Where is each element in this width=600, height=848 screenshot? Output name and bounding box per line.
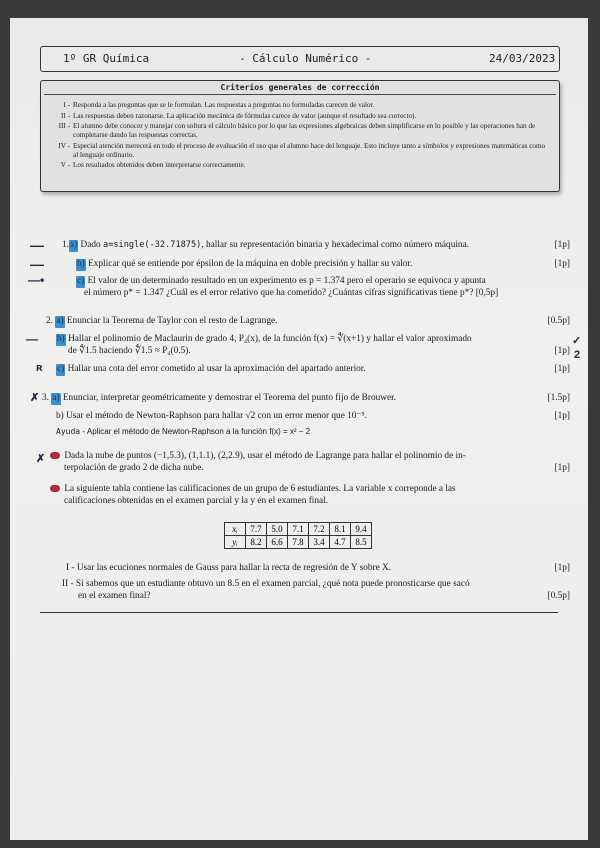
y-header: yᵢ bbox=[225, 536, 246, 549]
q4b-i bbox=[66, 563, 570, 575]
criteria-item-text: Responda a las preguntas que se le formulan. Las respuestas a preguntas no formuladas carecen de valor. bbox=[73, 101, 375, 109]
q1c-text1: El valor de un determinado resultado en un experimento es p = 1.374 pero el operario se equivoca y apunta bbox=[87, 276, 486, 286]
q2-number: 2. bbox=[46, 316, 53, 326]
criteria-item-text: Los resultados obtenidos deben interpretarse correctamente. bbox=[73, 161, 246, 169]
q4a-text1: Dada la nube de puntos (−1,5.3), (1,1.1), (2,2.9), usar el método de Lagrange para hallar el polinomio de in- bbox=[64, 451, 466, 461]
q3b-text: Usar el método de Newton-Raphson para hallar √2 con un error menor que 10⁻⁵. bbox=[66, 411, 367, 421]
table-cell-x: 7.2 bbox=[309, 523, 330, 536]
table-cell-x: 5.0 bbox=[267, 523, 288, 536]
q4b-marker bbox=[50, 485, 60, 492]
q4a-marker bbox=[50, 452, 60, 459]
q1a-points: [1p] bbox=[554, 240, 570, 250]
q2b-text2: de ∜1.5 haciendo ∜1.5 ≈ P₄(0.5). bbox=[68, 345, 191, 356]
q2b-label: b) bbox=[57, 334, 65, 344]
exam-date: 24/03/2023 bbox=[489, 52, 556, 65]
q3-hint bbox=[56, 426, 570, 439]
q1a-pre: Dado bbox=[80, 240, 104, 250]
q2b bbox=[56, 334, 570, 357]
q2c-label: c) bbox=[57, 364, 65, 374]
q2c bbox=[56, 364, 570, 376]
pen-mark-hook: ʀ bbox=[36, 362, 43, 374]
table-row-y bbox=[225, 536, 372, 549]
x-header: xᵢ bbox=[225, 523, 246, 536]
q2a bbox=[46, 316, 570, 328]
criteria-item-number: IV - bbox=[58, 141, 70, 150]
grades-table bbox=[224, 522, 372, 549]
q3a-label: a) bbox=[52, 393, 60, 403]
criteria-item bbox=[55, 101, 551, 110]
pen-mark-two: 2 bbox=[574, 349, 581, 361]
q4b-ii bbox=[62, 579, 570, 602]
criteria-item-number: II - bbox=[61, 111, 70, 120]
bottom-rule bbox=[40, 612, 558, 613]
q1c bbox=[76, 276, 570, 299]
q4b bbox=[50, 484, 570, 507]
q2b-points: [1p] bbox=[554, 345, 570, 356]
q3-hint-word: Ayuda bbox=[56, 427, 81, 436]
pen-mark-dash-3: —• bbox=[28, 273, 45, 287]
q1c-label: c) bbox=[77, 276, 85, 286]
criteria-item-text: Las respuestas deben razonarse. La aplicación mecánica de fórmulas carece de valor (aunque el resultado sea correcto). bbox=[73, 111, 417, 120]
q4b-ii-text2: en el examen final? bbox=[78, 590, 151, 601]
pen-mark-dash-4: — bbox=[26, 332, 38, 346]
criteria-item bbox=[55, 142, 551, 160]
table-cell-y: 4.7 bbox=[330, 536, 351, 549]
q1b-points: [1p] bbox=[554, 259, 570, 269]
pen-mark-dash-1: — bbox=[30, 237, 44, 253]
q2b-text1: Hallar el polinomio de Maclaurin de grado 4, P₄(x), de la función f(x) = ∜(x+1) y hallar el valor aproximado bbox=[68, 334, 472, 344]
criteria-list bbox=[55, 101, 551, 172]
q1b bbox=[76, 259, 570, 271]
q4b-ii-text1: II - Si sabemos que un estudiante obtuvo un 8.5 en el examen parcial, ¿qué nota puede pronosticarse que sacó bbox=[62, 579, 470, 589]
q4b-text2: calificaciones obtenidas en el examen parcial y la y en el examen final. bbox=[64, 495, 329, 506]
criteria-item bbox=[55, 122, 551, 140]
q3b-points: [1p] bbox=[554, 411, 570, 421]
criteria-box bbox=[40, 80, 560, 192]
q4b-ii-points: [0.5p] bbox=[547, 590, 570, 601]
q1b-label: b) bbox=[77, 259, 85, 269]
q1a-code: a=single(-32.71875) bbox=[103, 240, 202, 250]
q4a-text2: terpolación de grado 2 de dicha nube. bbox=[64, 462, 204, 473]
q2a-points: [0.5p] bbox=[547, 316, 570, 326]
table-cell-x: 7.7 bbox=[246, 523, 267, 536]
criteria-divider bbox=[44, 94, 556, 95]
pen-mark-cross-1: ✗ bbox=[30, 392, 40, 404]
criteria-item bbox=[55, 112, 551, 121]
pen-mark-check: ✓ bbox=[572, 335, 582, 347]
q4a-points: [1p] bbox=[554, 462, 570, 473]
q1-number: 1. bbox=[62, 240, 69, 250]
table-cell-y: 3.4 bbox=[309, 536, 330, 549]
q2a-label: a) bbox=[56, 316, 64, 326]
exam-header bbox=[40, 46, 560, 72]
q2c-points: [1p] bbox=[554, 364, 570, 374]
q1a-label: a) bbox=[69, 240, 78, 250]
q4a bbox=[50, 451, 570, 474]
subject-name: - Cálculo Numérico - bbox=[239, 52, 372, 65]
q3b-label: b) bbox=[56, 411, 64, 421]
q3a bbox=[42, 393, 570, 405]
q1a bbox=[62, 240, 570, 252]
criteria-item-number: III - bbox=[58, 122, 70, 130]
q1c-text2: el número p* = 1.347 ¿Cuál es el error relativo que ha cometido? ¿Cuántas cifras significativas tiene p*? [0,5p] bbox=[84, 287, 499, 298]
course-name: 1º GR Química bbox=[63, 52, 150, 65]
criteria-title: Criterios generales de corrección bbox=[220, 83, 380, 92]
criteria-item-text: Especial atención merecerá en todo el proceso de evaluación el uso que el alumno hace del lenguaje. Esto incluye tanto a símbolos y expresiones matemáticas como al lenguaje ordinario. bbox=[73, 141, 546, 159]
q1b-text: Explicar qué se entiende por épsilon de la máquina en doble precisión y hallar su valor. bbox=[88, 259, 413, 269]
table-cell-x: 9.4 bbox=[351, 523, 372, 536]
table-cell-y: 8.5 bbox=[351, 536, 372, 549]
table-cell-x: 7.1 bbox=[288, 523, 309, 536]
pen-mark-dash-2: — bbox=[30, 256, 44, 272]
q2c-text: Hallar una cota del error cometido al usar la aproximación del apartado anterior. bbox=[67, 364, 366, 374]
table-row-x bbox=[225, 523, 372, 536]
criteria-item-text: El alumno debe conocer y manejar con soltura el cálculo básico por lo que las expresiones algebraicas deben simplificarse en lo posible y las operaciones han de completarse dando las respuestas correctas. bbox=[73, 122, 536, 139]
q4b-text1: La siguiente tabla contiene las calificaciones de un grupo de 6 estudiantes. La variable x correponde a las bbox=[64, 484, 456, 494]
criteria-item bbox=[55, 161, 551, 170]
q1a-text: , hallar su representación binaria y hexadecimal como número máquina. bbox=[201, 240, 470, 250]
q3-hint-text: - Aplicar el método de Newton-Raphson a la función f(x) = x² − 2 bbox=[82, 427, 311, 436]
criteria-item-number: I - bbox=[63, 101, 70, 109]
q3-number: 3. bbox=[42, 393, 49, 403]
table-cell-y: 7.8 bbox=[288, 536, 309, 549]
pen-mark-cross-2: ✗ bbox=[36, 453, 46, 465]
q2a-text: Enunciar la Teorema de Taylor con el resto de Lagrange. bbox=[66, 316, 278, 326]
q4b-i-text: I - Usar las ecuciones normales de Gauss para hallar la recta de regresión de Y sobre X. bbox=[66, 563, 392, 573]
table-cell-y: 8.2 bbox=[246, 536, 267, 549]
table-cell-x: 8.1 bbox=[330, 523, 351, 536]
q3a-text: Enunciar, interpretar geométricamente y demostrar el Teorema del punto fijo de Brouwer. bbox=[62, 393, 396, 403]
q3b bbox=[56, 411, 570, 423]
criteria-item-number: V - bbox=[60, 161, 70, 169]
table-cell-y: 6.6 bbox=[267, 536, 288, 549]
q4b-i-points: [1p] bbox=[554, 563, 570, 573]
q3a-points: [1.5p] bbox=[547, 393, 570, 403]
